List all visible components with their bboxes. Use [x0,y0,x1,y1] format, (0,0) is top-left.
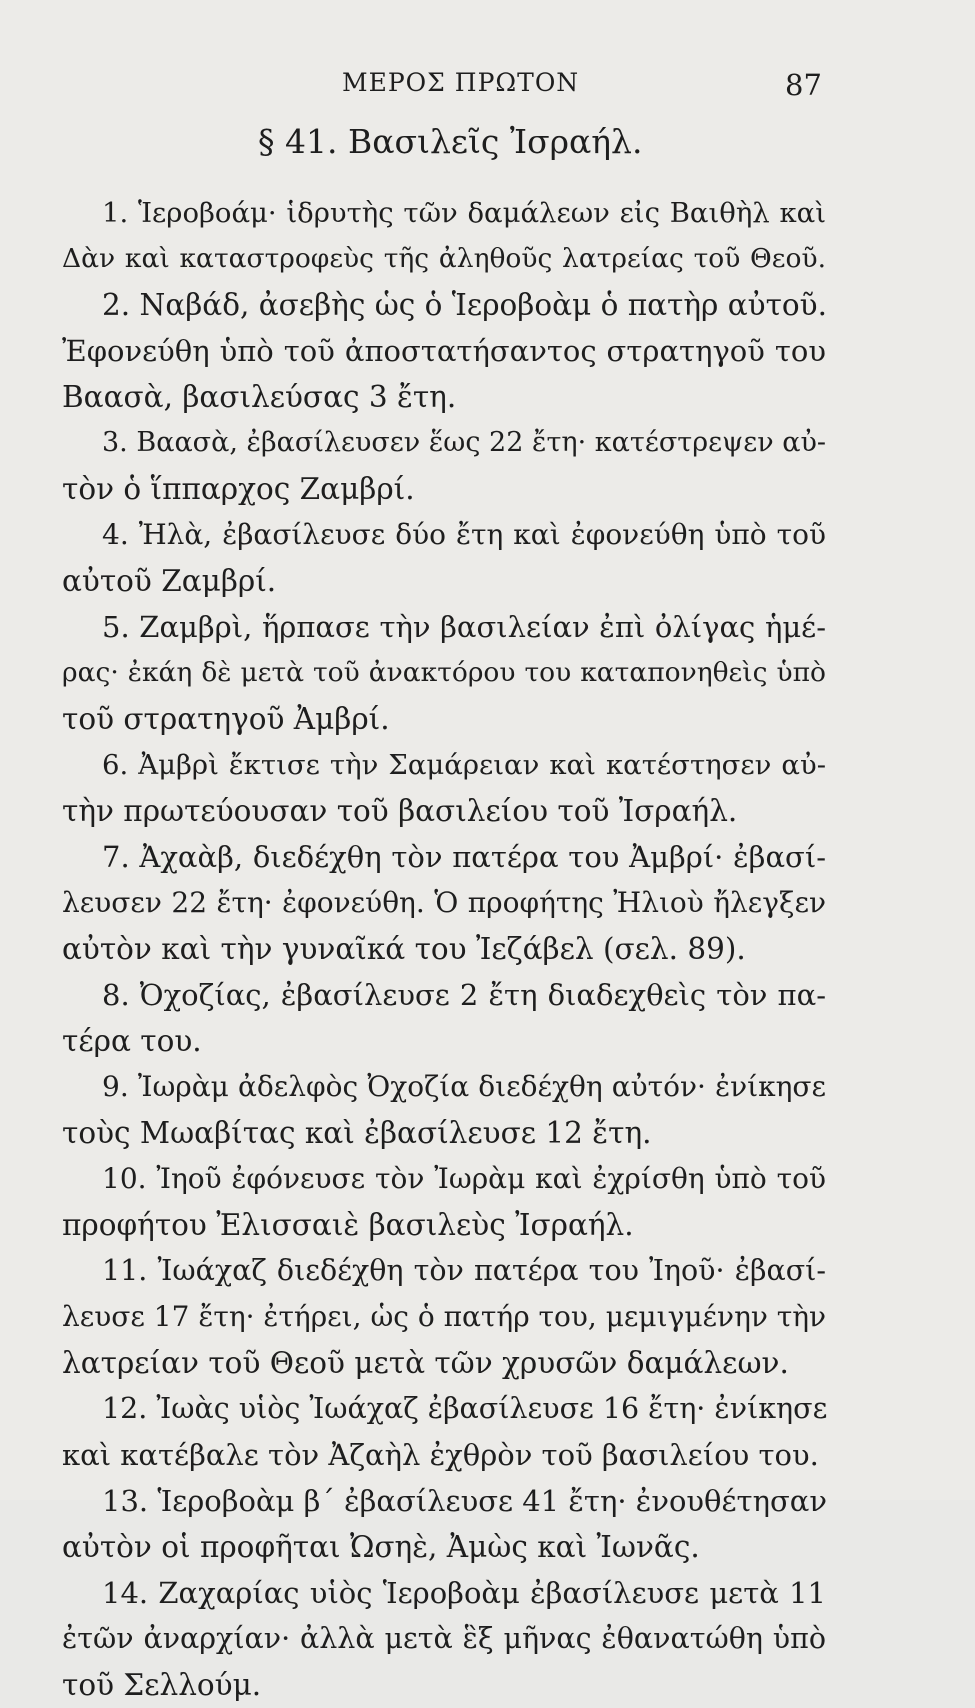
text-line-12: τοῦ στρατηγοῦ Ἀμβρί. [62,702,390,736]
running-head [0,68,975,108]
text-line-14: τὴν πρωτεύουσαν τοῦ βασιλείου τοῦ Ἰσραήλ. [62,794,738,828]
text-line-25: λευσε 17 ἔτη· ἐτήρει, ὡς ὁ πατήρ του, μεμιγμένην τὴν [62,1300,827,1333]
body-text [62,190,826,1708]
text-line-24: 11. Ἰωάχαζ διεδέχθη τὸν πατέρα του Ἰηοῦ· ἐβασί- [102,1254,826,1287]
text-line-32: ἐτῶν ἀναρχίαν· ἀλλὰ μετὰ ἓξ μῆνας ἐθανατώθη ὑπὸ [62,1622,826,1655]
text-line-5: Βαασὰ, βασιλεύσας 3 ἔτη. [62,380,457,414]
text-line-22: 10. Ἰηοῦ ἐφόνευσε τὸν Ἰωρὰμ καὶ ἐχρίσθη ὑπὸ τοῦ [102,1162,826,1195]
text-line-9: αὐτοῦ Ζαμβρί. [62,564,277,598]
text-line-30: αὐτὸν οἱ προφῆται Ὠσηὲ, Ἀμὼς καὶ Ἰωνᾶς. [62,1530,700,1564]
text-line-10: 5. Ζαμβρὶ, ἥρπασε τὴν βασιλείαν ἐπὶ ὀλίγας ἡμέ- [102,610,826,644]
section-heading: § 41. Βασιλεῖς Ἰσραήλ. [258,122,643,161]
text-line-11: ρας· ἐκάη δὲ μετὰ τοῦ ἀνακτόρου του καταπονηθεὶς ὑπὸ [62,657,826,688]
text-line-4: Ἐφονεύθη ὑπὸ τοῦ ἀποστατήσαντος στρατηγοῦ του [62,334,826,368]
text-line-18: 8. Ὀχοζίας, ἐβασίλευσε 2 ἔτη διαδεχθεὶς τὸν πα- [102,978,826,1012]
text-line-2: Δὰν καὶ καταστροφεὺς τῆς ἀληθοῦς λατρείας τοῦ Θεοῦ. [62,243,826,274]
text-line-23: προφήτου Ἐλισσαιὲ βασιλεὺς Ἰσραήλ. [62,1208,634,1242]
text-line-3: 2. Ναβάδ, ἀσεβὴς ὡς ὁ Ἱεροβοὰμ ὁ πατὴρ αὐτοῦ. [102,288,827,322]
text-line-17: αὐτὸν καὶ τὴν γυναῖκά του Ἰεζάβελ (σελ. 89). [62,932,746,966]
text-line-28: καὶ κατέβαλε τὸν Ἀζαὴλ ἐχθρὸν τοῦ βασιλείου του. [62,1438,819,1472]
text-line-8: 4. Ἠλὰ, ἐβασίλευσε δύο ἔτη καὶ ἐφονεύθη ὑπὸ τοῦ [102,518,826,551]
text-line-6: 3. Βαασὰ, ἐβασίλευσεν ἕως 22 ἔτη· κατέστρεψεν αὐ- [102,427,826,458]
text-line-29: 13. Ἱεροβοὰμ β΄ ἐβασίλευσε 41 ἔτη· ἐνουθέτησαν [102,1484,827,1518]
text-line-16: λευσεν 22 ἔτη· ἐφονεύθη. Ὁ προφήτης Ἠλιοὺ ἤλεγξεν [62,886,826,919]
text-line-33: τοῦ Σελλούμ. [62,1668,262,1702]
text-line-13: 6. Ἀμβρὶ ἔκτισε τὴν Σαμάρειαν καὶ κατέστησεν αὐ- [102,749,826,781]
running-title: ΜΕΡΟΣ ΠΡΩΤΟΝ [342,68,580,97]
text-line-26: λατρείαν τοῦ Θεοῦ μετὰ τῶν χρυσῶν δαμάλεων. [62,1346,789,1380]
text-line-20: 9. Ἰωρὰμ ἀδελφὸς Ὀχοζία διεδέχθη αὐτόν· ἐνίκησε [102,1070,826,1103]
text-line-15: 7. Ἀχαὰβ, διεδέχθη τὸν πατέρα του Ἀμβρί· ἐβασί- [102,840,826,874]
text-line-21: τοὺς Μωαβίτας καὶ ἐβασίλευσε 12 ἔτη. [62,1116,652,1150]
text-line-7: τὸν ὁ ἵππαρχος Ζαμβρί. [62,472,415,506]
text-line-1: 1. Ἱεροβοάμ· ἱδρυτὴς τῶν δαμάλεων εἰς Βαιθὴλ καὶ [102,197,826,229]
page-number: 87 [785,68,822,102]
text-line-31: 14. Ζαχαρίας υἱὸς Ἱεροβοὰμ ἐβασίλευσε μετὰ 11 [102,1576,826,1610]
text-line-27: 12. Ἰωὰς υἱὸς Ἰωάχαζ ἐβασίλευσε 16 ἔτη· ἐνίκησε [102,1392,828,1425]
text-line-19: τέρα του. [62,1024,202,1058]
